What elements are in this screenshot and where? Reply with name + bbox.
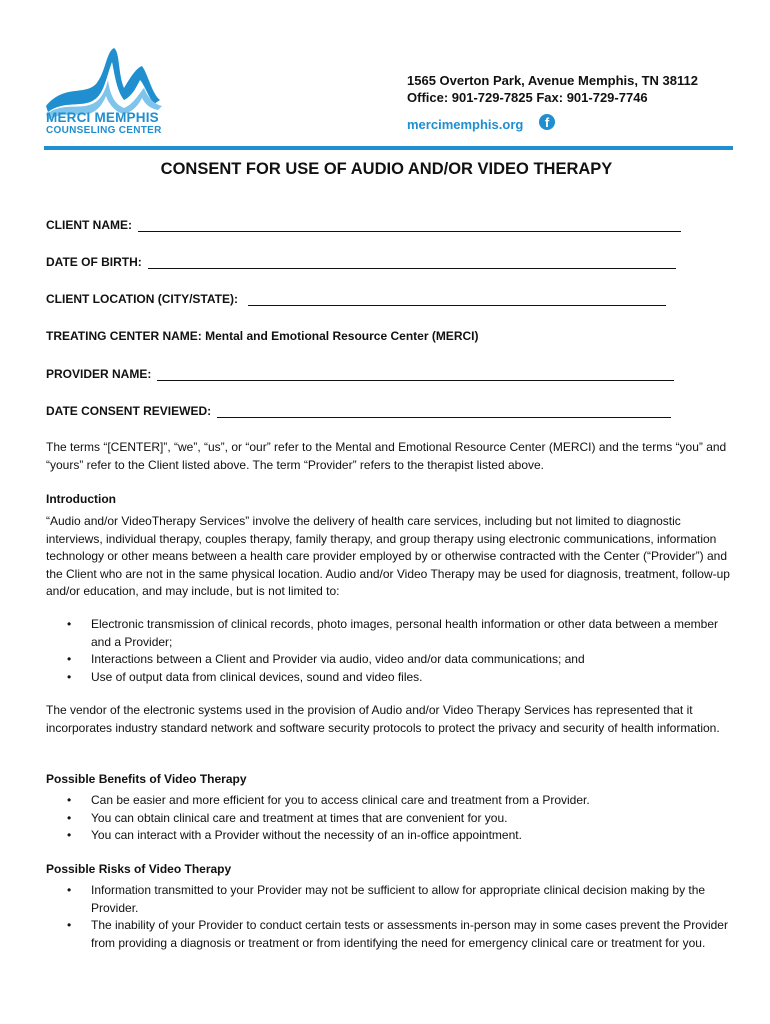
client-name-input-line[interactable] bbox=[138, 221, 681, 232]
phone-line: Office: 901-729-7825 Fax: 901-729-7746 bbox=[407, 90, 648, 105]
treating-center-label: TREATING CENTER NAME: Mental and Emotional Resource Center (MERCI) bbox=[46, 329, 479, 343]
introduction-list bbox=[46, 616, 736, 686]
list-item: • The inability of your Provider to conduct certain tests or assessments in-person may in some cases prevent the Provider from providing a diagnosis or treatment or from identifying the need for emergency clinical care or treatment for you. bbox=[46, 917, 736, 952]
vendor-paragraph: The vendor of the electronic systems used in the provision of Audio and/or Video Therapy Services has represented that it incorporates industry standard network and software security protocols to protect the privacy and security of health information. bbox=[46, 703, 720, 735]
terms-paragraph: The terms “[CENTER]”, “we”, “us”, or “our” refer to the Mental and Emotional Resource Center (MERCI) and the terms “you” and “yours” refer to the Client listed above. The term “Provider” refers to the therapist listed above. bbox=[46, 440, 727, 472]
introduction-paragraph: “Audio and/or VideoTherapy Services” involve the delivery of health care services, including but not limited to diagnostic interviews, individual therapy, couples therapy, family therapy, and group therapy using electronic communications, information technology or other means between a health care provider employed by or otherwise contracted with the Center (“Provider”) and the Client who are not in the same physical location. Audio and/or Video Therapy may be used for diagnosis, treatment, follow-up and/or education, and may include, but is not limited to: bbox=[46, 514, 730, 598]
facebook-icon[interactable]: f bbox=[539, 114, 555, 130]
introduction-heading: Introduction bbox=[46, 492, 116, 506]
address-line: 1565 Overton Park, Avenue Memphis, TN 38112 bbox=[407, 73, 698, 88]
date-reviewed-input-line[interactable] bbox=[217, 407, 671, 418]
client-location-field bbox=[46, 292, 666, 306]
website-link[interactable]: mercimemphis.org bbox=[407, 117, 524, 132]
list-item: • Interactions between a Client and Provider via audio, video and/or data communications; and bbox=[46, 651, 736, 669]
list-item: • You can obtain clinical care and treatment at times that are convenient for you. bbox=[46, 810, 736, 828]
provider-name-label: PROVIDER NAME: bbox=[46, 367, 152, 381]
client-location-input-line[interactable] bbox=[248, 295, 666, 306]
date-reviewed-field bbox=[46, 404, 671, 418]
risks-heading: Possible Risks of Video Therapy bbox=[46, 862, 232, 876]
provider-name-field bbox=[46, 367, 674, 381]
logo-name: MERCI MEMPHIS bbox=[46, 110, 159, 125]
list-item: • Information transmitted to your Provider may not be sufficient to allow for appropriate clinical decision making by the Provider. bbox=[46, 882, 736, 917]
date-of-birth-field bbox=[46, 255, 676, 269]
list-item: • Electronic transmission of clinical records, photo images, personal health information or other data between a member and a Provider; bbox=[46, 616, 736, 651]
date-of-birth-input-line[interactable] bbox=[148, 258, 676, 269]
benefits-list bbox=[46, 792, 736, 845]
header-divider bbox=[44, 146, 733, 150]
contact-block bbox=[407, 72, 698, 106]
provider-name-input-line[interactable] bbox=[157, 370, 674, 381]
client-name-label: CLIENT NAME: bbox=[46, 218, 132, 232]
benefits-heading: Possible Benefits of Video Therapy bbox=[46, 772, 247, 786]
client-name-field bbox=[46, 218, 681, 232]
date-of-birth-label: DATE OF BIRTH: bbox=[46, 255, 142, 269]
logo-subname: COUNSELING CENTER bbox=[46, 125, 162, 136]
list-item: • Use of output data from clinical devices, sound and video files. bbox=[46, 669, 736, 687]
list-item: • You can interact with a Provider without the necessity of an in-office appointment. bbox=[46, 827, 736, 845]
risks-list bbox=[46, 882, 736, 952]
treating-center-field bbox=[46, 329, 478, 343]
page-title: CONSENT FOR USE OF AUDIO AND/OR VIDEO THERAPY bbox=[160, 160, 613, 178]
date-reviewed-label: DATE CONSENT REVIEWED: bbox=[46, 404, 212, 418]
client-location-label: CLIENT LOCATION (CITY/STATE): bbox=[46, 292, 238, 306]
list-item: • Can be easier and more efficient for you to access clinical care and treatment from a Provider. bbox=[46, 792, 736, 810]
